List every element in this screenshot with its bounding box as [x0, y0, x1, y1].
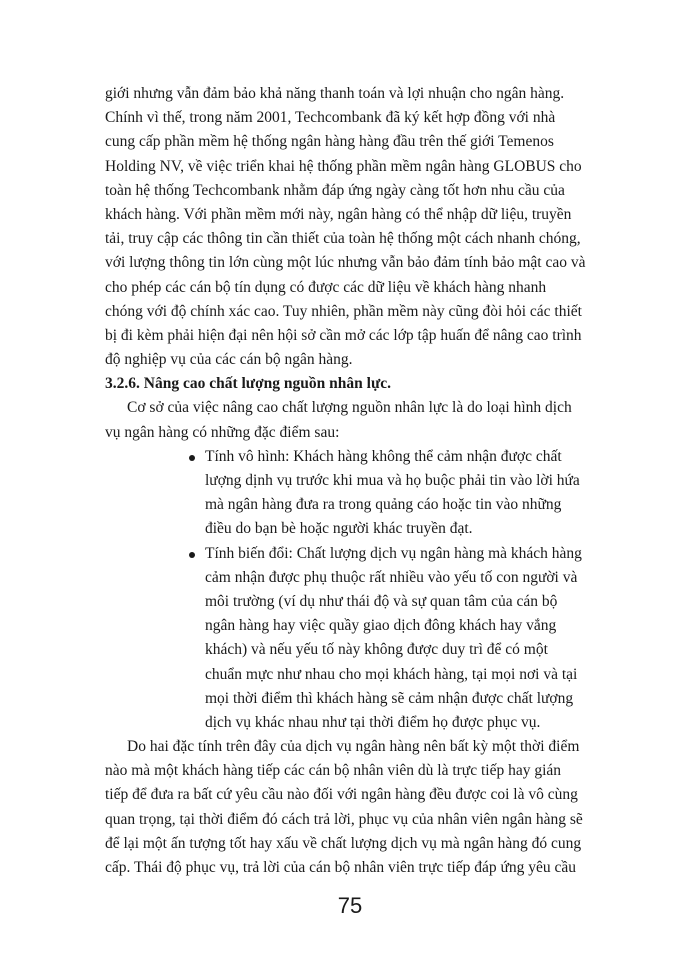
text-line: giới nhưng vẫn đảm bảo khả năng thanh toán và lợi nhuận cho ngân hàng. [105, 85, 565, 102]
body-text [105, 82, 595, 880]
text-line: khách) và nếu yếu tố này không được duy trì để có một [205, 641, 548, 659]
bullet-item [205, 445, 595, 542]
text-line: cho phép các cán bộ tín dụng có được các dữ liệu về khách hàng nhanh [105, 278, 547, 296]
bullet-item [205, 542, 595, 736]
page-number: 75 [337, 893, 363, 918]
text-line: Tính vô hình: Khách hàng không thể cảm nhận được chất [205, 447, 562, 465]
text-line: chuẩn mực như nhau cho mọi khách hàng, tại mọi nơi và tại [205, 665, 578, 683]
text-line: Cơ sở của việc nâng cao chất lượng nguồn nhân lực là do loại hình dịch [127, 399, 572, 417]
text-line: nào mà một khách hàng tiếp các cán bộ nhân viên dù là trực tiếp hay gián [105, 762, 562, 780]
text-line: cung cấp phần mềm hệ thống ngân hàng hàng đầu trên thế giới Temenos [105, 133, 554, 151]
bullet-icon [189, 552, 195, 558]
text-line: tiếp để đưa ra bất cứ yêu cầu nào đối với ngân hàng đều được coi là vô cùng [105, 786, 578, 804]
text-line: dịch vụ khác nhau như tại thời điểm họ được phục vụ. [205, 713, 541, 731]
text-line: bị đi kèm phải hiện đại nên hội sở cần mở các lớp tập huấn để nâng cao trình [105, 326, 582, 344]
text-line: với lượng thông tin lớn cùng một lúc nhưng vẫn bảo đảm tính bảo mật cao và [105, 254, 586, 272]
text-line: để lại một ấn tượng tốt hay xấu về chất lượng dịch vụ mà ngân hàng đó cung [105, 834, 582, 852]
text-line: ngân hàng hay việc quầy giao dịch đông khách hay vắng [205, 617, 557, 635]
bullet-icon [189, 455, 195, 461]
text-line: toàn hệ thống Techcombank nhằm đáp ứng ngày càng tốt hơn nhu cầu của [105, 181, 565, 199]
paragraph-2 [105, 735, 595, 880]
text-line: Holding NV, về việc triển khai hệ thống phần mềm ngân hàng GLOBUS cho [105, 157, 582, 175]
text-line: môi trường (ví dụ như thái độ và sự quan tâm của cán bộ [205, 592, 558, 610]
text-line: quan trọng, tại thời điểm đó cách trả lời, phục vụ của nhân viên ngân hàng sẽ [105, 810, 583, 828]
text-line: độ nghiệp vụ của các cán bộ ngân hàng. [105, 351, 353, 369]
text-line: Do hai đặc tính trên đây của dịch vụ ngân hàng nên bất kỳ một thời điểm [127, 738, 580, 756]
text-line: điều do bạn bè hoặc người khác truyền đạt. [205, 520, 473, 538]
text-line: mọi thời điểm thì khách hàng sẽ cảm nhận được chất lượng [205, 689, 574, 707]
paragraph-1 [105, 82, 595, 372]
text-line: Tính biến đổi: Chất lượng dịch vụ ngân hàng mà khách hàng [205, 544, 582, 562]
text-line: tải, truy cập các thông tin cần thiết của toàn hệ thống một cách nhanh chóng, [105, 230, 581, 248]
text-line: Chính vì thế, trong năm 2001, Techcombank đã ký kết hợp đồng với nhà [105, 109, 556, 127]
text-line: chóng với độ chính xác cao. Tuy nhiên, phần mềm này cũng đòi hỏi các thiết [105, 302, 582, 320]
text-line: vụ ngân hàng có những đặc điểm sau: [105, 423, 340, 441]
text-line: lượng dịnh vụ trước khi mua và họ buộc phải tin vào lời hứa [205, 472, 580, 489]
text-line: cấp. Thái độ phục vụ, trả lời của cán bộ nhân viên trực tiếp đáp ứng yêu cầu [105, 859, 577, 876]
text-line: khách hàng. Với phần mềm mới này, ngân hàng có thể nhập dữ liệu, truyền [105, 205, 572, 223]
text-line: cảm nhận được phụ thuộc rất nhiều vào yếu tố con người và [205, 568, 578, 586]
intro-paragraph [105, 396, 595, 444]
section-heading: 3.2.6. Nâng cao chất lượng nguồn nhân lực. [105, 375, 392, 393]
text-line: mà ngân hàng đưa ra trong quảng cáo hoặc tin vào những [205, 496, 562, 514]
